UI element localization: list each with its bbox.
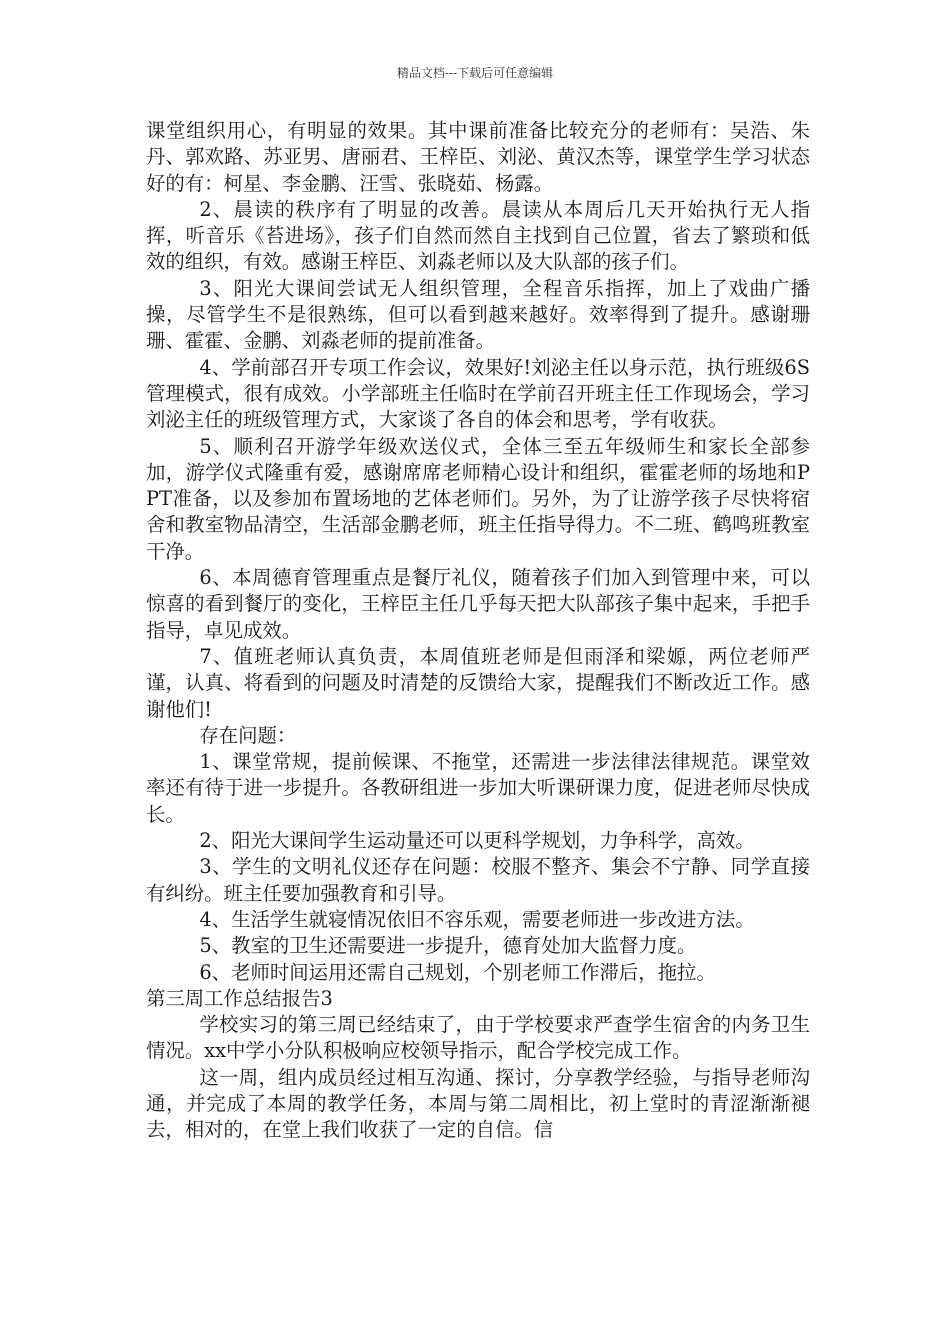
paragraph-item-4: 4、学前部召开专项工作会议，效果好!刘泌主任以身示范，执行班级6S管理模式，很有成效。小学部班主任临时在学前召开班主任工作现场会，学习刘泌主任的班级管理方式，大家谈了各自的体会和思考，学有收获。 (146, 355, 810, 432)
paragraph-item-3: 3、阳光大课间尝试无人组织管理，全程音乐指挥，加上了戏曲广播操，尽管学生不是很熟练，但可以看到越来越好。效率得到了提升。感谢珊珊、霍霍、金鹏、刘淼老师的提前准备。 (146, 276, 810, 353)
page-header: 精品文档---下载后可任意编辑 (396, 66, 554, 80)
report-paragraph-2: 这一周，组内成员经过相互沟通、探讨，分享教学经验，与指导老师沟通，并完成了本周的教学任务，本周与第二周相比，初上堂时的青涩渐渐褪去，相对的，在堂上我们收获了一定的自信。信 (146, 1065, 810, 1142)
paragraph-item-2: 2、晨读的秩序有了明显的改善。晨读从本周后几天开始执行无人指挥，听音乐《苔进场》，孩子们自然而然自主找到自己位置，省去了繁琐和低效的组织，有效。感谢王梓臣、刘淼老师以及大队部的孩子们。 (146, 197, 810, 274)
problem-item-5: 5、教室的卫生还需要进一步提升，德育处加大监督力度。 (199, 934, 697, 958)
problem-item-2: 2、阳光大课间学生运动量还可以更科学规划，力争科学，高效。 (199, 829, 755, 853)
section-title-report-3: 第三周工作总结报告3 (146, 986, 333, 1010)
section-heading-problems: 存在问题： (199, 723, 297, 747)
paragraph-item-7: 7、值班老师认真负责，本周值班老师是但雨泽和梁嫄，两位老师严谨，认真、将看到的问题及时清楚的反馈给大家，提醒我们不断改近工作。感谢他们! (146, 644, 810, 721)
paragraph-continuation: 课堂组织用心，有明显的效果。其中课前准备比较充分的老师有：吴浩、朱丹、郭欢路、苏亚男、唐丽君、王梓臣、刘泌、黄汉杰等，课堂学生学习状态好的有：柯星、李金鹏、汪雪、张晓茹、杨露。 (146, 119, 810, 195)
problem-item-6: 6、老师时间运用还需自己规划，个别老师工作滞后，拖拉。 (199, 960, 716, 984)
paragraph-item-6: 6、本周德育管理重点是餐厅礼仪，随着孩子们加入到管理中来，可以惊喜的看到餐厅的变化，王梓臣主任几乎每天把大队部孩子集中起来，手把手指导，卓见成效。 (146, 566, 810, 642)
problem-item-4: 4、生活学生就寝情况依旧不容乐观，需要老师进一步改进方法。 (199, 907, 755, 931)
problem-item-3: 3、学生的文明礼仪还存在问题：校服不整齐、集会不宁静、同学直接有纠纷。班主任要加强教育和引导。 (146, 855, 810, 905)
problem-item-1: 1、课堂常规，提前候课、不拖堂，还需进一步法律法律规范。课堂效率还有待于进一步提升。各教研组进一步加大听课研课力度，促进老师尽快成长。 (146, 750, 810, 826)
paragraph-item-5: 5、顺利召开游学年级欢送仪式，全体三至五年级师生和家长全部参加，游学仪式隆重有爱，感谢席席老师精心设计和组织，霍霍老师的场地和PPT准备，以及参加布置场地的艺体老师们。另外，为了让游学孩子尽快将宿舍和教室物品清空，生活部金鹏老师，班主任指导得力。不二班、鹤鸣班教室干净。 (146, 434, 810, 563)
document-body (146, 118, 810, 1144)
report-paragraph-1: 学校实习的第三周已经结束了，由于学校要求严查学生宿舍的内务卫生情况。xx中学小分队积极响应校领导指示，配合学校完成工作。 (146, 1013, 810, 1063)
